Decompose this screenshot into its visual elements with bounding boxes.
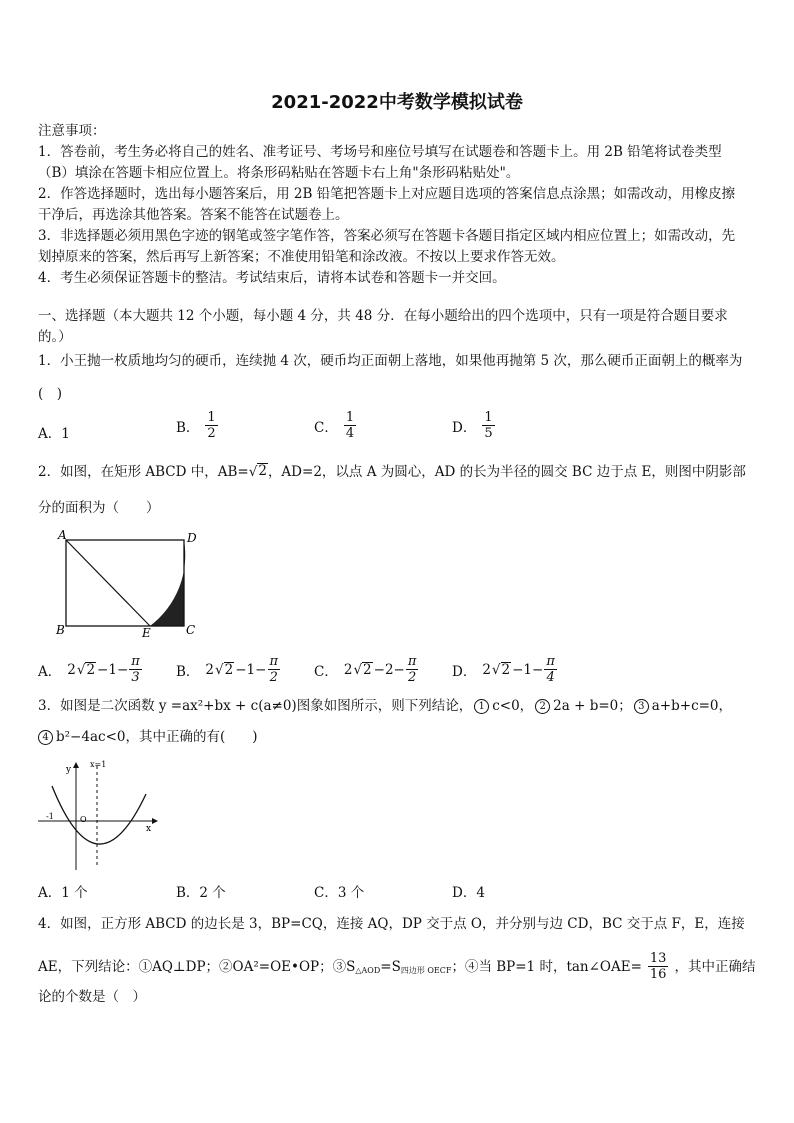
expression: 2 √ 2 −1− $\frac{\pi}{3}$ <box>67 654 140 685</box>
expression: 2 √ 2 −2− $\frac{\pi}{2}$ <box>343 654 417 685</box>
page-title: 2021-2022中考数学模拟试卷 <box>271 92 523 113</box>
label-a: A <box>58 528 67 542</box>
question-2-text: 2．如图，在矩形 ABCD 中，AB= √ 2 ，AD=2，以点 A 为圆心，AD 的长为半径的圆交 BC 边于点 E，则图中阴影部 <box>38 463 746 480</box>
expression: 2 √ 2 −1− $\frac{\pi}{4}$ <box>482 654 555 685</box>
q2-option-d[interactable]: D． 2 √ 2 −1− $\frac{\pi}{4}$ <box>452 654 555 685</box>
question-3-line2: 4 b²−4ac<0，其中正确的有( ) <box>38 728 258 746</box>
question-3-text: 3．如图是二次函数 y =ax²+bx + c(a≠0)图象如图所示，则下列结论， 1 c<0， 2 2a + b=0； 3 a+b+c=0， <box>38 698 733 714</box>
circled-number: 1 <box>474 699 489 714</box>
label-y: y <box>66 765 72 775</box>
label-origin: O <box>80 815 87 824</box>
label-d: D <box>187 531 197 545</box>
q2-rectangle-figure <box>52 528 202 640</box>
parabola-curve <box>52 786 146 844</box>
q1-option-a[interactable]: A．1 <box>38 426 70 442</box>
q3-parabola-figure <box>34 758 164 876</box>
label-axis: x=1 <box>90 760 107 769</box>
q3-option-d[interactable]: D．4 <box>452 885 485 901</box>
shaded-region <box>150 540 185 626</box>
notice-line: 3．非选择题必须用黑色字迹的钢笔或签字笔作答，答案必须写在答题卡各题目指定区域内相应位置上；如需改动，先 <box>38 228 736 244</box>
notice-line: 4．考生必须保证答题卡的整洁。考试结束后，请将本试卷和答题卡一并交回。 <box>38 270 506 286</box>
q3-option-b[interactable]: B．2 个 <box>176 885 226 901</box>
section-heading-cont: 的。） <box>38 329 72 345</box>
fraction: $\frac{1}{4}$ <box>345 410 355 441</box>
question-4-text: 4．如图，正方形 ABCD 的边长是 3，BP=CQ，连接 AQ，DP 交于点 O，并分别与边 CD，BC 交于点 F，E，连接 <box>38 916 745 932</box>
circled-number: 2 <box>535 699 550 714</box>
q3-option-c[interactable]: C．3 个 <box>314 885 365 901</box>
q3-option-a[interactable]: A．1 个 <box>38 885 88 901</box>
fraction: $\frac{1}{2}$ <box>207 410 216 441</box>
expression: 2 √ 2 −1− $\frac{\pi}{2}$ <box>205 654 278 685</box>
sqrt-expression: √ 2 <box>248 463 267 480</box>
label-e: E <box>142 626 151 640</box>
q1-option-c[interactable]: C． $\frac{1}{4}$ <box>314 410 355 441</box>
q2-option-c[interactable]: C． 2 √ 2 −2− $\frac{\pi}{2}$ <box>314 654 417 685</box>
label-x: x <box>146 824 152 834</box>
label-c: C <box>186 623 196 637</box>
notice-heading: 注意事项： <box>38 123 106 139</box>
circled-number: 3 <box>634 699 649 714</box>
fraction: $\frac{13}{16}$ <box>649 951 667 982</box>
notice-line: 1．答卷前，考生务必将自己的姓名、准考证号、考场号和座位号填写在试题卷和答题卡上。用 2B 铅笔将试卷类型 <box>38 144 722 160</box>
q2-option-a[interactable]: A． 2 √ 2 −1− $\frac{\pi}{3}$ <box>38 654 140 685</box>
section-heading: 一、选择题（本大题共 12 个小题，每小题 4 分，共 48 分．在每小题给出的四个选项中，只有一项是符合题目要求 <box>38 308 728 324</box>
question-4-line3: 论的个数是（ ） <box>38 989 146 1005</box>
q2-option-b[interactable]: B． 2 √ 2 −1− $\frac{\pi}{2}$ <box>176 654 278 685</box>
notice-line: 干净后，再选涂其他答案。答案不能答在试题卷上。 <box>38 207 349 223</box>
notice-line: 划掉原来的答案，然后再写上新答案；不准使用铅笔和涂改液。不按以上要求作答无效。 <box>38 249 565 265</box>
question-2-line2: 分的面积为（ ） <box>38 500 160 516</box>
question-4-line2: AE，下列结论：①AQ⊥DP；②OA²=OE•OP；③S △AOD =S 四边形 OECF ；④当 BP=1 时，tan∠OAE= $\frac{13}{16}$ ，其中正确结 <box>38 951 756 982</box>
circled-number: 4 <box>38 730 53 745</box>
notice-line: （B）填涂在答题卡相应位置上。将条形码粘贴在答题卡右上角"条形码粘贴处"。 <box>38 165 520 181</box>
q1-option-b[interactable]: B． $\frac{1}{2}$ <box>176 410 216 441</box>
q1-option-d[interactable]: D． $\frac{1}{5}$ <box>452 410 493 441</box>
notice-line: 2．作答选择题时，选出每小题答案后，用 2B 铅笔把答题卡上对应题目选项的答案信息点涂黑；如需改动，用橡皮擦 <box>38 186 736 202</box>
question-1-paren: ( ) <box>38 386 63 402</box>
label-neg1: -1 <box>46 812 54 821</box>
fraction: $\frac{1}{5}$ <box>484 410 493 441</box>
label-b: B <box>56 623 65 637</box>
question-1-text: 1．小王抛一枚质地均匀的硬币，连续抛 4 次，硬币均正面朝上落地，如果他再抛第 5 次，那么硬币正面朝上的概率为 <box>38 353 743 369</box>
